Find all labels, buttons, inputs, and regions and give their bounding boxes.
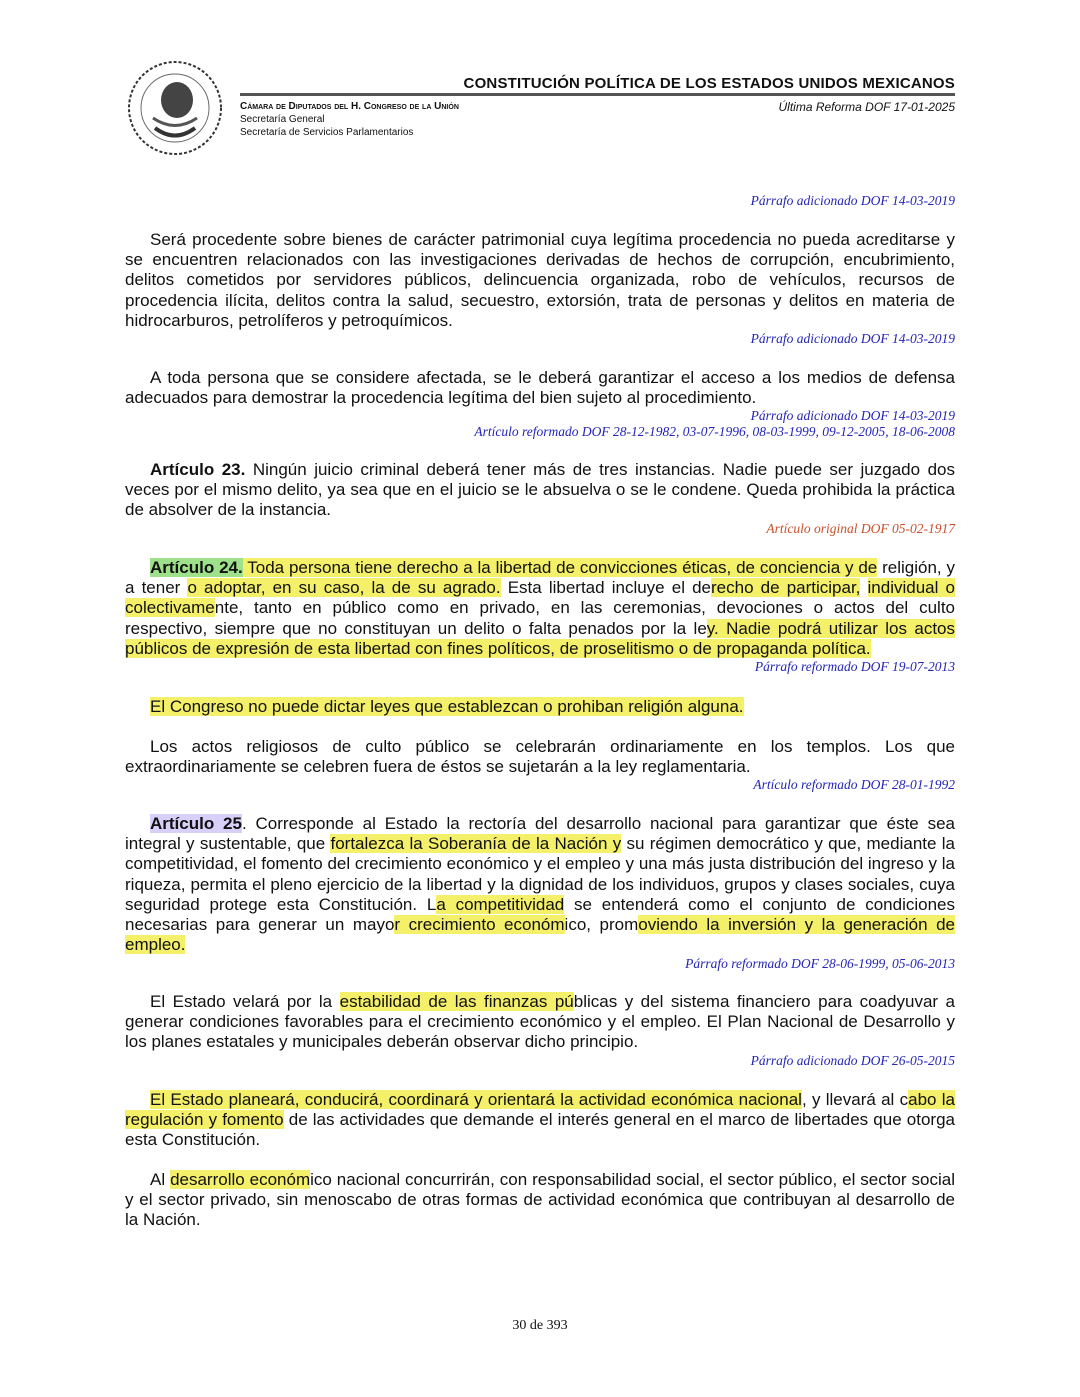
highlighted-text: Toda persona tiene derecho a la libertad de convicciones éticas, de conciencia y de xyxy=(242,558,878,577)
org-secretariat: Secretaría General xyxy=(240,114,325,125)
text-segment: de las actividades que demande el interés general en el marco de libertades que otorga esta Constitución. xyxy=(125,1110,955,1150)
text-segment: Ningún juicio criminal deberá tener más de tres instancias. Nadie puede ser juzgado dos veces por el mismo delito, ya sea que en el juicio se le absuelva o se le condene. Queda prohibida la práctica de absolver de la instancia. xyxy=(125,460,955,520)
text-segment: blicas y del sistema financiero para coadyuvar a generar condiciones favorables para el crecimiento económico y el empleo. El Plan Nacional de Desarrollo y los planes estatales y municipales deberán observar dicho principio. xyxy=(125,992,956,1052)
text-segment: nte, tanto en público como en privado, en las ceremonias, devociones o actos del culto respectivo, siempre que no constituyan un delito o falta penados por la le xyxy=(125,598,955,638)
article-heading: Artículo 23. xyxy=(150,460,246,479)
amendment-note: Artículo reformado DOF 28-12-1982, 03-07-1996, 08-03-1999, 09-12-2005, 18-06-2008 xyxy=(474,424,955,439)
paragraph xyxy=(125,230,955,331)
paragraph xyxy=(125,368,955,408)
amendment-note: Párrafo adicionado DOF 26-05-2015 xyxy=(750,1053,955,1068)
text-segment: se entenderá como el conjunto de condiciones necesarias para generar un mayo xyxy=(125,894,956,935)
text-segment: A toda persona que se considere afectada, se le deberá garantizar el acceso a los medios de defensa adecuados para demostrar la procedencia legítima del bien sujeto al procedimiento. xyxy=(125,368,955,408)
paragraph xyxy=(125,1170,955,1231)
highlighted-text: recho de participar, xyxy=(711,578,861,598)
text-segment: El Estado velará por la xyxy=(150,992,340,1011)
header-rule xyxy=(240,93,955,96)
text-segment: su régimen democrático y que, mediante la competitividad, el fomento del crecimiento económico y el empleo y una más justa distribución del ingreso y la riqueza, permita el pleno ejercicio de la libertad y la dignidad de los individuos, grupos y clases sociales, cuya seguridad protege esta Constitución. L xyxy=(125,834,955,914)
text-segment: Esta libertad incluye el de xyxy=(500,578,712,598)
paragraph xyxy=(125,992,955,1053)
amendment-note: Párrafo reformado DOF 28-06-1999, 05-06-2013 xyxy=(685,956,955,971)
highlighted-text: r crecimiento económ xyxy=(394,915,565,935)
paragraph xyxy=(125,1090,955,1151)
highlighted-text: abo la regulación y fomento xyxy=(125,1090,955,1130)
highlighted-text: oviendo la inversión y la generación de empleo. xyxy=(125,915,955,955)
organization-block xyxy=(240,100,459,139)
text-segment: ico nacional concurrirán, con responsabilidad social, el sector público, el sector social y el sector privado, sin menoscabo de otras formas de actividad económica que contribuyan al desarrollo de la Nación. xyxy=(125,1170,955,1230)
text-segment: Será procedente sobre bienes de carácter patrimonial cuya legítima procedencia no pueda acreditarse y se encuentren relacionados con las investigaciones derivadas de hechos de corrupción, encubrimiento, delitos cometidos por servidores públicos, delincuencia organizada, robo de vehículos, recursos de procedencia ilícita, delitos contra la salud, secuestro, extorsión, trata de personas y delitos en materia de hidrocarburos, petrolíferos y petroquímicos. xyxy=(125,230,955,330)
article-heading: Artículo 25 xyxy=(150,814,242,833)
text-segment: Al xyxy=(150,1170,171,1189)
amendment-note: Párrafo adicionado DOF 14-03-2019 xyxy=(750,193,955,208)
amendment-note: Artículo reformado DOF 28-01-1992 xyxy=(753,777,955,792)
amendment-note: Artículo original DOF 05-02-1917 xyxy=(766,521,955,536)
coat-of-arms-seal xyxy=(125,58,225,158)
text-segment: ico, prom xyxy=(564,915,639,935)
text-segment: , y llevará al c xyxy=(801,1090,909,1109)
document-title: CONSTITUCIÓN POLÍTICA DE LOS ESTADOS UNIDOS MEXICANOS xyxy=(463,75,955,92)
paragraph xyxy=(125,460,955,521)
text-segment: religión, y a tener xyxy=(125,558,955,598)
page-number: 30 de 393 xyxy=(512,1318,568,1333)
text-segment: . Corresponde al Estado la rectoría del desarrollo nacional para garantizar que éste sea integral y sustentable, que xyxy=(125,814,955,854)
highlighted-text: El Congreso no puede dictar leyes que establezcan o prohiban religión alguna. xyxy=(150,697,744,716)
paragraph xyxy=(125,558,955,659)
highlighted-text: fortalezca la Soberanía de la Nación y xyxy=(330,834,622,854)
article-heading: Artículo 24. xyxy=(150,558,243,577)
org-chamber: Cámara de Diputados del H. Congreso de la Unión xyxy=(240,101,459,112)
highlighted-text: desarrollo económ xyxy=(170,1170,311,1189)
highlighted-text: estabilidad de las finanzas pú xyxy=(339,992,574,1011)
amendment-note: Párrafo adicionado DOF 14-03-2019 xyxy=(750,408,955,423)
paragraph xyxy=(125,737,955,777)
paragraph xyxy=(125,697,955,717)
highlighted-text: o adoptar, en su caso, la de su agrado. xyxy=(187,578,501,598)
text-segment xyxy=(860,578,867,597)
highlighted-text: El Estado planeará, conducirá, coordinará y orientará la actividad económica nacional xyxy=(150,1090,802,1109)
highlighted-text: a competitividad xyxy=(436,894,565,914)
highlighted-text: individual o colectivame xyxy=(125,578,955,618)
text-segment: Los actos religiosos de culto público se celebrarán ordinariamente en los templos. Los que extraordinariamente se celebren fuera de éstos se sujetarán a la ley reglamentaria. xyxy=(125,737,955,777)
paragraph xyxy=(125,814,955,955)
last-reform-date: Última Reforma DOF 17-01-2025 xyxy=(778,100,955,114)
amendment-note: Párrafo reformado DOF 19-07-2013 xyxy=(754,659,955,674)
highlighted-text: y. Nadie podrá utilizar los actos públicos de expresión de esta libertad con fines políticos, de proselitismo o de propaganda política. xyxy=(125,618,955,658)
org-parliamentary-services: Secretaría de Servicios Parlamentarios xyxy=(240,127,414,138)
amendment-note: Párrafo adicionado DOF 14-03-2019 xyxy=(750,331,955,346)
